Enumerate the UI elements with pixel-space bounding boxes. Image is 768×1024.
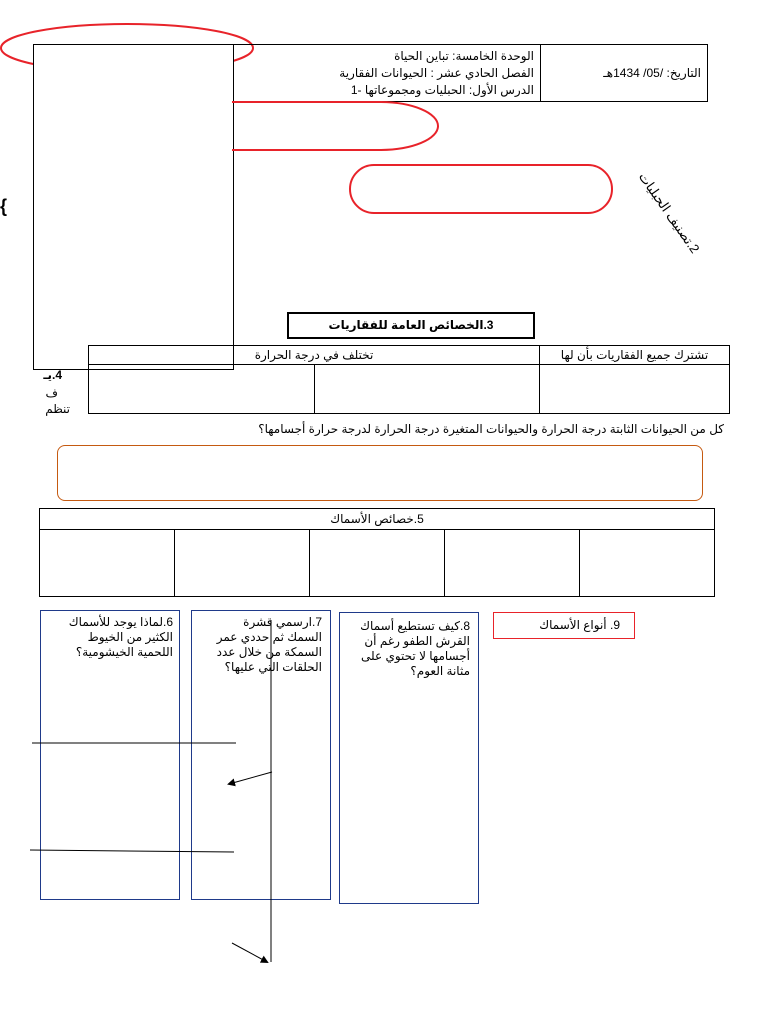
date-box: [540, 44, 708, 102]
red-ellipse-middle: [230, 98, 442, 156]
line-lower: [30, 850, 234, 852]
arrow-lower: [232, 943, 267, 962]
temperature-question: كل من الحيوانات الثابتة درجة الحرارة والحيوانات المتغيرة درجة الحرارة لدرجة حرارة أجسامها؟: [258, 422, 724, 436]
classification-label: 2.تصنيف الحبليات: [635, 169, 703, 256]
lesson-label: الدرس الأول: الحبليات ومجموعاتها -1: [350, 83, 534, 97]
fragment-tanzim: تنظم: [45, 402, 70, 416]
table3-header-share: [539, 345, 730, 365]
section3-title-box: [287, 312, 535, 339]
chapter-label: الفصل الحادي عشر : الحيوانات الفقارية: [339, 66, 534, 80]
section3-title: 3.الخصائص العامة للفقاريات: [328, 318, 494, 332]
fragment-4: 4.يـ: [43, 368, 62, 382]
section5-title-cell: [39, 508, 715, 530]
question6-text: 6.لماذا يوجد للأسماك الكثير من الخيوط اللحمية الخيشومية؟: [68, 615, 173, 659]
answer-box-orange[interactable]: [57, 445, 703, 501]
table3-cell[interactable]: [539, 364, 730, 414]
arrow-upper: [229, 772, 272, 784]
fish-trait-cell[interactable]: [579, 529, 715, 597]
fragment-f: ف: [45, 386, 58, 400]
question7-text: 7.ارسمي قشرة السمك ثم حددي عمر السمكة من خلال عدد الحلقات التي عليها؟: [216, 615, 322, 674]
fish-trait-cell[interactable]: [444, 529, 580, 597]
question8-box[interactable]: [339, 612, 479, 904]
table3-cell[interactable]: [88, 364, 315, 414]
edge-mark: {: [0, 196, 8, 216]
left-tall-box: [33, 44, 234, 370]
fish-trait-cell[interactable]: [309, 529, 445, 597]
annotation-lines: [0, 600, 300, 980]
unit-label: الوحدة الخامسة: تباين الحياة: [394, 49, 534, 63]
col-differ-label: تختلف في درجة الحرارة: [254, 348, 374, 362]
question8-text: 8.كيف تستطيع أسماك القرش الطفو رغم أن أجسامها لا تحتوي على مثانة العوم؟: [360, 619, 470, 678]
section5-title: 5.خصائص الأسماك: [330, 512, 424, 526]
table3-cell[interactable]: [314, 364, 540, 414]
date-label: التاريخ: /05/ 1434هـ: [603, 66, 701, 80]
fish-trait-cell[interactable]: [174, 529, 310, 597]
red-ellipse-right: [348, 162, 618, 218]
table3-header-differ: [88, 345, 540, 365]
header-info-box: [233, 44, 541, 102]
fish-trait-cell[interactable]: [39, 529, 175, 597]
question9-text: 9. أنواع الأسماك: [539, 618, 620, 632]
col-share-label: تشترك جميع الفقاريات بأن لها: [560, 348, 709, 362]
question9-box[interactable]: [493, 612, 635, 639]
